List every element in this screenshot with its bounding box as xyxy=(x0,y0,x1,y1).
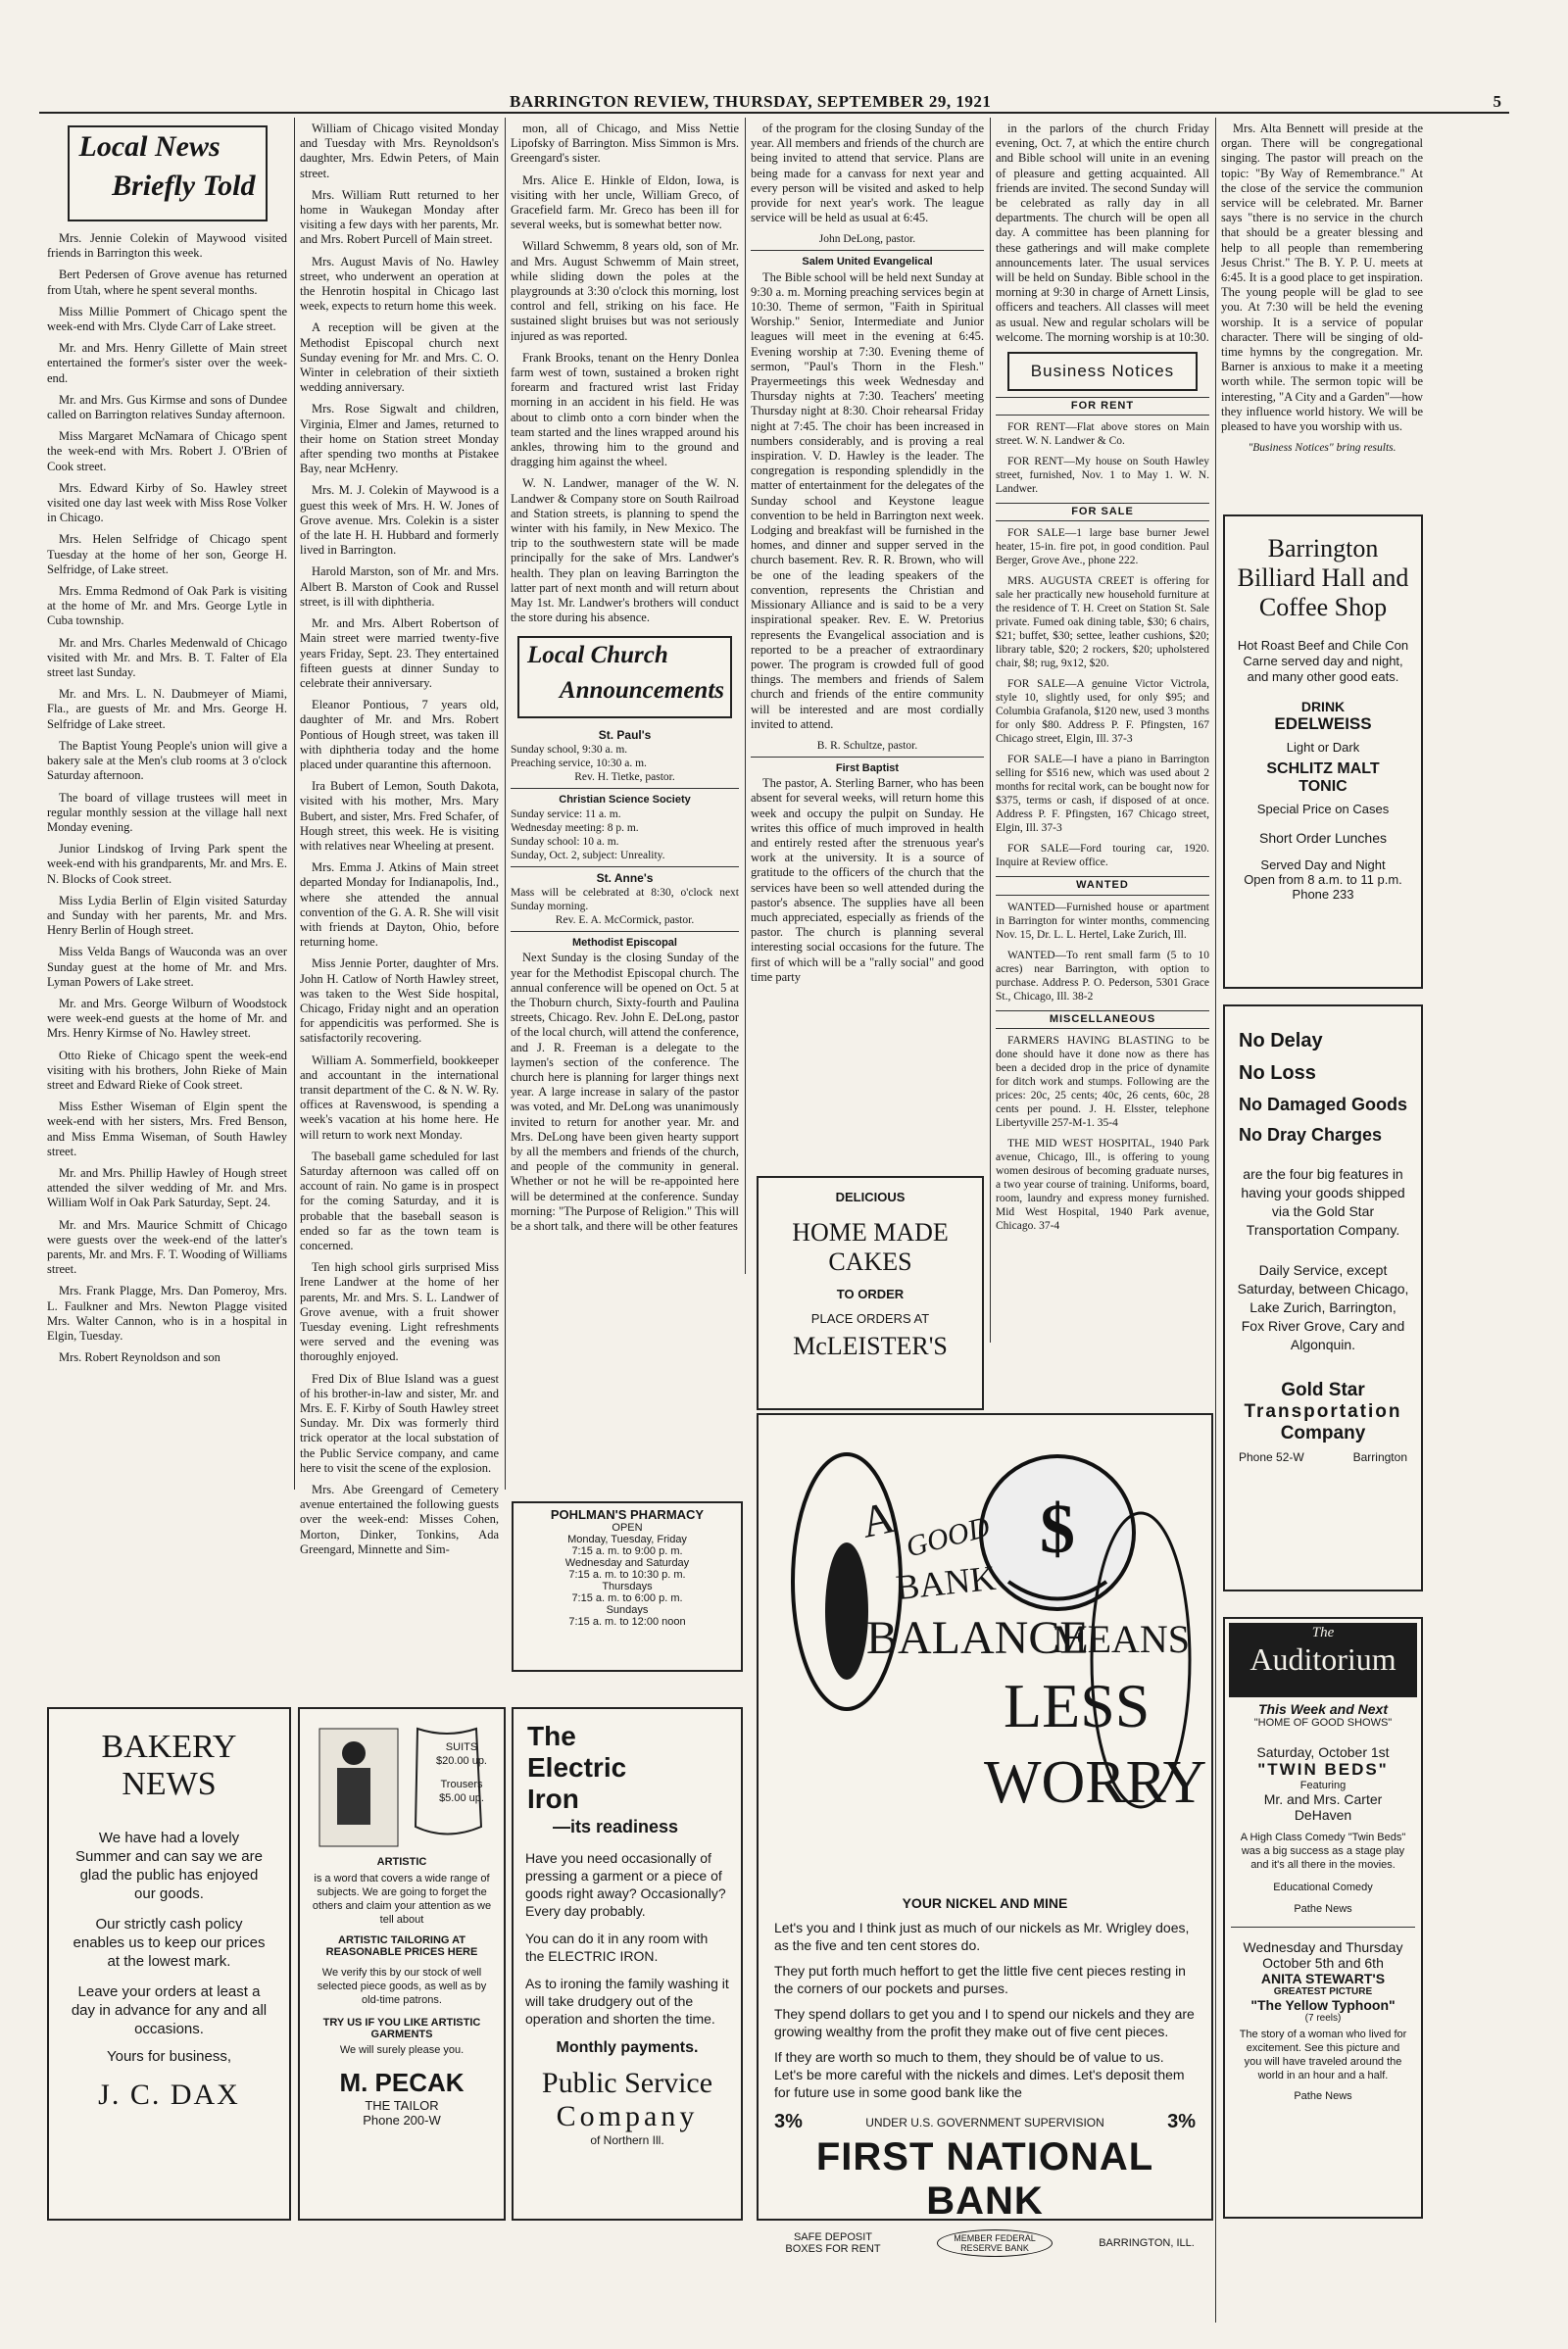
auditorium-pathe-1: Pathe News xyxy=(1294,1903,1352,1915)
pharmacy-time: 7:15 a. m. to 9:00 p. m. xyxy=(571,1545,683,1557)
classified-ad: FOR SALE—I have a piano in Barrington selling for $516 new, which was used about 2 months for recital work, can be bought now for $375, terms or cash, if disposed of at once. Address P. F. Pfingsten, 167 Chicago street, Elgin, Ill. 37-3 xyxy=(996,754,1209,835)
gold-star-no-loss: No Loss xyxy=(1239,1062,1316,1084)
local-news-list xyxy=(47,231,287,1365)
news-item: Frank Brooks, tenant on the Henry Donlea farm west of town, sustained a broken right forearm and fractured wrist last Friday morning in an accident in his field. He was about to climb onto a corn binder when the team started and the lines wrapped around his ankles, throwing him to the ground and dragging him against the wheel. xyxy=(511,350,739,469)
billiard-served: Served Day and Night xyxy=(1260,857,1386,872)
auditorium-story: The story of a woman who lived for excitement. See this picture and you will have traveled around the world in an hour and a half. xyxy=(1239,2029,1407,2081)
auditorium-pathe-2: Pathe News xyxy=(1294,2090,1352,2102)
pohlman-pharmacy-ad xyxy=(512,1501,743,1672)
bank-rate-right: 3% xyxy=(1167,2111,1196,2132)
salem-text: The Bible school will be held next Sunday at 9:30 a. m. Morning preaching services begin at 10:30. Theme of sermon, "Faith in Spiritual Worship." Senior, Intermediate and Junior leagues will meet in the evening at 6:45. Evening worship at 7:30. Evening theme of sermon, "Paul's Thorn in the Flesh." Prayermeetings this week Wednesday and Thursday nights at 7:30. Teachers' meeting Thursday night at 8:30. Choir rehearsal Friday night at 7:45. The choir has been increased in numbers considerably, and is proving a real inspiration. V. D. Hawley is the leader. The congregation is responding splendidly in the matter of entertainment for the delegates of the Sunday school and Keystone league convention to be held in Barrington next week. Lodging and breakfast will be furnished in the homes, and dinner and supper served in the church basement. Rev. R. R. Brown, who will be one of the leading speakers of the convention, represents the Christian and Missionary Alliance and is said to be a very inspirational speaker. Rev. E. W. Pretorius represents the Evangelical association and is reported to be a preacher of extraordinary power. The program is crowded full of good things. The members and friends of Salem church and friends of the entire community will be interested and are most cordially invited to attend. xyxy=(751,269,984,731)
divider xyxy=(751,757,984,758)
pharmacy-time: 7:15 a. m. to 12:00 noon xyxy=(568,1616,686,1628)
pharmacy-days: Wednesday and Saturday xyxy=(564,1557,690,1569)
billiard-name-2: Billiard Hall and xyxy=(1237,563,1409,592)
news-item: Mrs. Emma Redmond of Oak Park is visiting at the home of Mr. and Mrs. George Lytle in Cuba township. xyxy=(47,584,287,628)
news-item: Mr. and Mrs. Gus Kirmse and sons of Dundee called on Barrington relatives Sunday afternoon. xyxy=(47,392,287,422)
news-item: Mrs. August Mavis of No. Hawley street, who underwent an operation at the Henrotin hospital in Chicago last week, expects to return home this week. xyxy=(300,254,499,314)
page-number: 5 xyxy=(1493,92,1501,111)
news-item: Mrs. Abe Greengard of Cemetery avenue entertained the following guests over the week-end: Misses Cohen, Morton, Dinker, Tonkins, Ada Greengard, Minnette and Sim- xyxy=(300,1483,499,1556)
bank-headline-bank: BANK xyxy=(894,1557,998,1608)
auditorium-dates: October 5th and 6th xyxy=(1262,1955,1384,1971)
bank-body-2: They put forth much heffort to get the little five cent pieces resting in the corners of our pockets and purses. xyxy=(774,1963,1186,1996)
pharmacy-time: 7:15 a. m. to 6:00 p. m. xyxy=(571,1592,683,1604)
for-rent-heading: FOR RENT xyxy=(996,397,1209,416)
dollar-sign-icon: $ xyxy=(1040,1490,1075,1568)
billiard-tonic: TONIC xyxy=(1298,778,1348,795)
iron-electric: Electric xyxy=(527,1752,627,1783)
pharmacy-open: OPEN xyxy=(612,1522,643,1534)
news-item: Mr. and Mrs. Charles Medenwald of Chicago visited with Mr. and Mrs. B. T. Falter of Ela street last Sunday. xyxy=(47,635,287,680)
church-heading-box xyxy=(517,636,732,718)
pecak-tailor-ad xyxy=(298,1707,506,2221)
billiard-hall-ad xyxy=(1223,514,1423,989)
auditorium-anita: ANITA STEWART'S xyxy=(1260,1971,1386,1986)
bank-headline-a: A xyxy=(857,1492,900,1547)
news-item: Mrs. Rose Sigwalt and children, Virginia, Elmer and James, returned to their home on Station street Monday after spending two months at Pistakee Bay, near McHenry. xyxy=(300,402,499,476)
pharmacy-days: Sundays xyxy=(606,1604,649,1616)
st-pauls-line: Sunday school, 9:30 a. m. xyxy=(511,743,628,756)
classified-ad: THE MID WEST HOSPITAL, 1940 Park avenue, Chicago, Ill., is offering to young women desirous of becoming graduate nurses, a two year course of training. Uniforms, board, room, laundry and express money furnished. Mid West Hospital, 1940 Park avenue, Chicago. 37-4 xyxy=(996,1137,1209,1232)
news-item: Miss Jennie Porter, daughter of Mrs. John H. Catlow of North Hawley street, was taken to the West Side hospital, Chicago, Friday night and an operation for appendicitis was performed. She is satisfactorily recovering. xyxy=(300,956,499,1046)
first-national-bank-ad xyxy=(757,1413,1213,2255)
auditorium-stars: Mr. and Mrs. Carter DeHaven xyxy=(1263,1791,1383,1823)
pharmacy-days: Monday, Tuesday, Friday xyxy=(567,1534,687,1545)
cakes-place: PLACE ORDERS AT xyxy=(810,1311,930,1326)
gold-star-name-1: Gold Star xyxy=(1281,1380,1365,1400)
auditorium-typhoon: "The Yellow Typhoon" xyxy=(1250,1997,1396,2013)
st-pauls-heading: St. Paul's xyxy=(598,727,652,742)
column-rule xyxy=(745,118,746,1274)
classified-ad: FOR SALE—Ford touring car, 1920. Inquire at Review office. xyxy=(996,843,1209,869)
bank-footer xyxy=(774,2229,1196,2257)
news-item: Willard Schwemm, 8 years old, son of Mr. and Mrs. August Schwemm of Main street, while sliding down the poles at the playgrounds at 3:30 o'clock this morning, lost control and fell, striking on his face. He sustained slight bruises but was not seriously injured as was reported. xyxy=(511,239,739,343)
column-4-church xyxy=(751,122,984,1170)
iron-iron: Iron xyxy=(527,1784,579,1814)
column-rule xyxy=(1215,118,1216,2323)
billiard-short-order: Short Order Lunches xyxy=(1259,830,1387,846)
classified-ad: FOR RENT—Flat above stores on Main street. W. N. Landwer & Co. xyxy=(996,421,1209,448)
tailor-tailoring: ARTISTIC TAILORING AT REASONABLE PRICES HERE xyxy=(325,1934,478,1958)
news-item: Miss Margaret McNamara of Chicago spent the week-end with Mrs. Robert J. O'Brien of Cook street. xyxy=(47,429,287,473)
tailor-try: TRY US IF YOU LIKE ARTISTIC GARMENTS xyxy=(322,2017,481,2040)
news-item: Miss Lydia Berlin of Elgin visited Saturday and Sunday with her parents, Mr. and Mrs. Henry Berlin of Hough street. xyxy=(47,893,287,938)
billiard-edelweiss: EDELWEISS xyxy=(1274,714,1372,733)
methodist-continued: of the program for the closing Sunday of the year. All members and friends of the church are being invited to attend that service. Plans are being made for a canvass for next year and every person will be visited and asked to help provide for next year's work. The league service will be held as usual at 6:45. xyxy=(751,122,984,225)
gold-star-no-damaged: No Damaged Goods xyxy=(1239,1095,1408,1114)
gold-star-footer xyxy=(1225,1444,1421,1464)
money-bag-left-shadow xyxy=(825,1542,868,1680)
tailor-figure-body xyxy=(337,1768,370,1825)
tailor-suits: SUITS $20.00 up. xyxy=(436,1741,487,1767)
column-3-news xyxy=(511,122,739,1591)
column-2-news xyxy=(300,122,499,1556)
bank-body-4: If they are worth so much to them, they should be of value to us. Let's be more careful with the nickels and dimes. Let's deposit them for future use in some good bank like the xyxy=(774,2049,1185,2100)
local-news-subtitle: Briefly Told xyxy=(112,170,256,202)
news-item: Mr. and Mrs. Phillip Hawley of Hough street attended the silver wedding of Mr. and Mrs. William Wolf in Oak Park Saturday, Sept. 24. xyxy=(47,1165,287,1210)
iron-body: Have you need occasionally of pressing a garment or a piece of goods right away? Occasionally? Every day probably. xyxy=(525,1850,726,1919)
salem-heading: Salem United Evangelical xyxy=(802,256,933,269)
news-item: Otto Rieke of Chicago spent the week-end visiting with his brothers, John Rieke of Main street and Edward Rieke of Cook street. xyxy=(47,1048,287,1092)
gold-star-no-dray: No Dray Charges xyxy=(1239,1125,1383,1145)
classified-ad: WANTED—Furnished house or apartment in Barrington for winter months, commencing Nov. 15, Dr. L. L. Hertel, Lake Zurich, Ill. xyxy=(996,901,1209,941)
pharmacy-time: 7:15 a. m. to 10:30 p. m. xyxy=(568,1569,686,1581)
gold-star-phone: Phone 52-W xyxy=(1239,1450,1304,1464)
auditorium-twin-beds: "TWIN BEDS" xyxy=(1257,1760,1389,1779)
tailor-trousers: Trousers $5.00 up. xyxy=(439,1779,484,1804)
news-item: W. N. Landwer, manager of the W. N. Landwer & Company store on South Railroad and Station streets, is planning to spend the winter with his family, in New Mexico. The trip to the southwestern state will be made principally for the sake of Mrs. Landwer's health. They plan on leaving Barrington the latter part of next month and will return about May 1st. Mr. Landwer's brothers will conduct the store during his absence. xyxy=(511,476,739,625)
news-item: William of Chicago visited Monday and Tuesday with Mrs. Reynoldson's daughter, Mrs. Edwin Peters, of Main street. xyxy=(300,122,499,180)
st-annes-heading: St. Anne's xyxy=(596,870,654,885)
cakes-home-made: HOME MADE xyxy=(792,1218,949,1247)
gold-star-town: Barrington xyxy=(1352,1450,1407,1464)
column-rule xyxy=(294,118,295,1490)
bakery-body: We have had a lovely Summer and can say we are glad the public has enjoyed our goods. xyxy=(75,1830,263,1902)
news-item: Mr. and Mrs. Henry Gillette of Main street entertained the former's sister over the week-end. xyxy=(47,341,287,385)
for-sale-heading: FOR SALE xyxy=(996,503,1209,521)
business-notices-title: Business Notices xyxy=(1030,362,1175,381)
methodist-heading: Methodist Episcopal xyxy=(572,937,677,950)
classified-ad: FARMERS HAVING BLASTING to be done should have it done now as there has been a decided drop in the price of dynamite for ditch work and stumps. Following are the prices: 20c, 25 cents; 40c, 26 cents, 60c, 28 cents per pound. J. H. Elsster, telephone Libertyville 257-M-1. 35-4 xyxy=(996,1034,1209,1129)
st-annes-line: Mass will be celebrated at 8:30, o'clock next Sunday morning. xyxy=(511,887,739,913)
billiard-drink: DRINK xyxy=(1300,699,1346,714)
cakes-delicious: DELICIOUS xyxy=(835,1190,906,1204)
auditorium-reels: (7 reels) xyxy=(1304,2013,1342,2024)
iron-readiness: —its readiness xyxy=(553,1817,679,1836)
bakery-body-3: Leave your orders at least a day in advance for any and all occasions. xyxy=(71,1983,268,2037)
bank-caption: YOUR NICKEL AND MINE xyxy=(902,1895,1068,1911)
news-item: The baseball game scheduled for last Saturday afternoon was called off on account of rain. No game is in prospect for the coming Saturday, and it is probable that the baseball season is ended so far as the town team is concerned. xyxy=(300,1149,499,1253)
bakery-signature: J. C. DAX xyxy=(98,2079,240,2111)
news-item: Miss Millie Pommert of Chicago spent the week-end with Mrs. Clyde Carr of Lake street. xyxy=(47,304,287,334)
cakes-mcleister: McLEISTER'S xyxy=(793,1332,948,1360)
auditorium-the: The xyxy=(1311,1625,1335,1640)
news-item: Mrs. Edward Kirby of So. Hawley street visited one day last week with Miss Rose Volker in Chicago. xyxy=(47,480,287,525)
news-item: Mrs. Robert Reynoldson and son xyxy=(59,1350,220,1365)
billiard-open: Open from 8 a.m. to 11 p.m. xyxy=(1244,872,1402,887)
baptist-continued-2: Mrs. Alta Bennett will preside at the organ. There will be congregational singing. The pastor will preach on the topic: "By Way of Remembrance." At the close of the service the communion service will be celebrated. Mr. Barner says "there is no service in the church that should be a greater blessing and help to all people than remembering Jesus Christ." The B. Y. P. U. meets at 6:45. It is a good place to get inspiration. The young people will be glad to see you. At 7:30 will be held the evening worship. It is a service of popular character. There will be singing of old-time hymns by the congregation. Mr. Barner is anxious to make it a meeting worth while. The sermon topic will be interesting, "A City and a Garden"—how they influence world history. We will be pleased to have you worship with us. xyxy=(1221,122,1423,434)
cakes-to-order: TO ORDER xyxy=(836,1287,905,1301)
column-rule xyxy=(505,118,506,1490)
divider xyxy=(511,788,739,789)
gold-star-name-2: Transportation xyxy=(1244,1401,1402,1422)
news-item: Mr. and Mrs. Maurice Schmitt of Chicago were guests over the week-end of the latter's parents, Mr. and Mrs. F. T. Wooding of Williams street. xyxy=(47,1217,287,1277)
auditorium-desc: A High Class Comedy "Twin Beds" was a big success as a stage play and it's all there in the movies. xyxy=(1240,1832,1406,1871)
pharmacy-days: Thursdays xyxy=(602,1581,653,1592)
public-service-name-2: Company xyxy=(556,2100,699,2132)
billiard-schlitz: SCHLITZ MALT xyxy=(1266,760,1380,777)
news-item: Bert Pedersen of Grove avenue has returned from Utah, where he spent several months. xyxy=(47,268,287,297)
gold-star-service: Daily Service, except Saturday, between Chicago, Lake Zurich, Barrington, Fox River Grove, Cary and Algonquin. xyxy=(1237,1262,1409,1352)
federal-reserve-seal: MEMBER FEDERAL RESERVE BANK xyxy=(937,2229,1053,2257)
divider xyxy=(751,250,984,251)
news-item: Mrs. Jennie Colekin of Maywood visited friends in Barrington this week. xyxy=(47,231,287,261)
news-item: Mrs. Helen Selfridge of Chicago spent Tuesday at the home of her son, George H. Selfridge, of Lake street. xyxy=(47,532,287,576)
cs-line: Wednesday meeting: 8 p. m. xyxy=(511,821,639,834)
baptist-continued: in the parlors of the church Friday evening, Oct. 7, at which the entire church and Bible school will unite in an evening of pleasure and getting acquainted. All friends are invited. The second Sunday will be celebrated as rally day in all departments. The church will be open all day. A committee has been planning for these gatherings and will make complete announcements later. The usual services will be held on Sunday. Bible school in the morning at 9:30 in charge of Arnett Linsis, officers and teachers. All classes will meet as usual. New and regular scholars will be welcome. The morning worship is at 10:30. xyxy=(996,122,1209,344)
auditorium-educational: Educational Comedy xyxy=(1273,1882,1373,1893)
news-item: Eleanor Pontious, 7 years old, daughter of Mr. and Mrs. Robert Pontious of Hough street, was taken ill with diphtheria today and the home placed under quarantine this afternoon. xyxy=(300,698,499,771)
tailor-surely: We will surely please you. xyxy=(339,2044,465,2056)
local-news-heading-box xyxy=(68,125,268,221)
bank-headline-less: LESS xyxy=(1004,1671,1151,1740)
column-5 xyxy=(996,122,1209,1337)
bank-headline-good: GOOD xyxy=(903,1510,994,1564)
bank-headline-means: MEANS xyxy=(1053,1617,1191,1661)
divider xyxy=(1231,1927,1415,1928)
auditorium-home: "HOME OF GOOD SHOWS" xyxy=(1253,1717,1393,1729)
misc-heading: MISCELLANEOUS xyxy=(996,1010,1209,1029)
church-subtitle: Announcements xyxy=(559,676,724,704)
bakery-yours: Yours for business, xyxy=(106,2048,232,2065)
auditorium-featuring: Featuring xyxy=(1299,1780,1347,1791)
tailor-artistic: ARTISTIC xyxy=(376,1856,427,1868)
divider xyxy=(511,931,739,932)
christian-science-heading: Christian Science Society xyxy=(559,793,691,806)
classified-ad: FOR SALE—1 large base burner Jewel heater, 15-in. fire pot, in good condition. Paul Berger, Grove Ave., phone 222. xyxy=(996,527,1209,567)
news-item: Mr. and Mrs. Albert Robertson of Main street were married twenty-five years Friday, Sept. 23. They entertained fifteen guests at dinner Sunday to celebrate their anniversary. xyxy=(300,616,499,690)
classified-ad: MRS. AUGUSTA CREET is offering for sale her practically new household furniture at the residence of T. H. Creet on Station St. Sale private. Fumed oak dining table, $30; 6 chairs, $21; buffet, $30; settee, leather cushions, $20; library table, $20; 2 rockers, $20; upholstered chair, $8; rug, 9x12, $20. xyxy=(996,575,1209,670)
tailor-body: is a word that covers a wide range of subjects. We are going to forget the others and claim your attention as we tell about xyxy=(312,1873,492,1926)
iron-body-3: As to ironing the family washing it will take drudgery out of the operation and shorten the time. xyxy=(525,1976,729,2027)
tailor-name: M. PECAK xyxy=(339,2068,465,2097)
cs-line: Sunday school: 10 a. m. xyxy=(511,835,619,848)
bank-supervision: UNDER U.S. GOVERNMENT SUPERVISION xyxy=(865,2115,1104,2129)
classified-ad: FOR RENT—My house on South Hawley street, furnished, Nov. 1 to May 1. W. N. Landwer. xyxy=(996,456,1209,496)
bank-headline-balance: BALANCE xyxy=(866,1612,1089,1664)
billiard-special: Special Price on Cases xyxy=(1256,802,1390,816)
billiard-phone: Phone 233 xyxy=(1292,887,1354,902)
news-item: Ira Bubert of Lemon, South Dakota, visited with his mother, Mrs. Mary Bubert, and sister, Mrs. Fred Schafer, of Hough street, this week. He is visiting with relatives near Wheeling at present. xyxy=(300,779,499,853)
bank-rate-left: 3% xyxy=(774,2111,803,2132)
church-title: Local Church xyxy=(527,641,668,668)
news-item: Mrs. Emma J. Atkins of Main street departed Monday for Indianapolis, Ind., where she attended the annual convention of the G. A. R. She will visit with friends at Dayton, Ohio, before returning home. xyxy=(300,860,499,950)
billiard-light-dark: Light or Dark xyxy=(1286,740,1360,755)
news-item: Miss Velda Bangs of Wauconda was an over Sunday guest at the home of Mr. and Mrs. Lyman Powers of Lake street. xyxy=(47,945,287,989)
column-6-top xyxy=(1221,122,1423,514)
auditorium-name: Auditorium xyxy=(1250,1641,1396,1677)
bank-headline-worry: WORRY xyxy=(984,1749,1207,1816)
auditorium-greatest: GREATEST PICTURE xyxy=(1273,1986,1373,1997)
salem-pastor: B. R. Schultze, pastor. xyxy=(816,739,918,752)
tailor-subtitle: THE TAILOR xyxy=(365,2098,439,2113)
billiard-menu: Hot Roast Beef and Chile Con Carne served day and night, and many other good eats. xyxy=(1237,638,1409,684)
news-item: Mrs. Alice E. Hinkle of Eldon, Iowa, is visiting with her uncle, William Greco, of Gracefield farm. Mr. Greco has been ill for several weeks, but is somewhat better now. xyxy=(511,172,739,232)
iron-monthly: Monthly payments. xyxy=(556,2039,699,2056)
methodist-text: Next Sunday is the closing Sunday of the year for the Methodist Episcopal church. The annual conference will be opened on Oct. 5 at the Thoburn church, Sixty-fourth and Paulina streets, Chicago. Rev. John E. DeLong, pastor of the local church, will attend the conference, and J. R. Freeman is a delegate to the laymen's section of the conference. The church here is planning for larger things next year. A large increase in salary of the pastor was voted, and Mr. DeLong was unanimously invited to return for another year. Mr. and Mrs. DeLong have been given hearty support by all the members and friends of the church, and people of the community in general. Whether or not he will be re-appointed here will be determined at the conference. Sunday morning: "The Purpose of Religion." This will be a short talk, and there will be other features xyxy=(511,951,739,1233)
tailor-phone: Phone 200-W xyxy=(363,2113,441,2128)
news-item: Junior Lindskog of Irving Park spent the week-end with his grandparents, Mr. and Mrs. E. N. Blocks of Cook street. xyxy=(47,842,287,886)
gold-star-ad xyxy=(1223,1004,1423,1591)
cs-line: Sunday, Oct. 2, subject: Unreality. xyxy=(511,849,665,861)
baptist-text: The pastor, A. Sterling Barner, who has been absent for several weeks, will return home this week and occupy the pulpit on Sunday. He writes this office of much improved in health and entirely rested after the strenuous year's work at the university. It is a source of gratitude to the officers of the church that the services have been so well attended during the pastor's absence. The supplies have all been much appreciated, especially as friends of the pastor. The church is planning several interesting social occasions for the future. The first of which will be a "rally social" and good time party xyxy=(751,776,984,984)
iron-the: The xyxy=(527,1721,576,1751)
st-pauls-line: Preaching service, 10:30 a. m. xyxy=(511,757,647,769)
gold-star-body: are the four big features in having your goods shipped via the Gold Star Transportation Company. xyxy=(1241,1166,1405,1238)
news-item: Ten high school girls surprised Miss Irene Landwer at the home of her parents, Mr. and Mrs. S. L. Landwer of Grove avenue, with a fruit shower Tuesday evening. Light refreshments were served and the evening was thoroughly enjoyed. xyxy=(300,1260,499,1364)
news-item: Harold Marston, son of Mr. and Mrs. Albert B. Marston of Cook and Russel street, is ill with diphtheria. xyxy=(300,564,499,609)
news-item: A reception will be given at the Methodist Episcopal church next Sunday evening for Mr. and Mrs. C. O. Winter in celebration of their sixtieth wedding anniversary. xyxy=(300,320,499,395)
tailor-figure-head xyxy=(342,1741,366,1765)
electric-iron-ad xyxy=(512,1707,743,2221)
bank-rate-row xyxy=(774,2111,1196,2133)
news-item: The board of village trustees will meet in regular monthly session at the village hall next Monday evening. xyxy=(47,790,287,834)
cakes-cakes: CAKES xyxy=(828,1248,912,1276)
cs-line: Sunday service: 11 a. m. xyxy=(511,807,621,820)
tailor-verify: We verify this by our stock of well selected piece goods, as well as by old-time patrons. xyxy=(317,1967,487,2006)
local-news-title: Local News xyxy=(78,130,220,163)
billiard-name-3: Coffee Shop xyxy=(1258,593,1388,621)
public-service-name-1: Public Service xyxy=(541,2067,713,2099)
bakery-news-ad xyxy=(47,1707,291,2221)
bank-deposit-boxes: SAFE DEPOSIT BOXES FOR RENT xyxy=(785,2231,881,2255)
classified-ad: FOR SALE—A genuine Victor Victrola, style 10, slightly used, for only $95; and Columbia Grafanola, $120 new, used 3 months for only $80. Address P. F. Pfingsten, 167 Chicago street, Elgin, Ill. 37-3 xyxy=(996,678,1209,746)
auditorium-ad xyxy=(1223,1617,1423,2219)
auditorium-week: This Week and Next xyxy=(1257,1701,1388,1717)
business-notices-slogan: "Business Notices" bring results. xyxy=(1248,442,1396,455)
news-item: Mrs. William Rutt returned to her home in Waukegan Monday after visiting a few days with her parents, Mr. and Mrs. Robert Purcell of Main street. xyxy=(300,187,499,247)
page-title: BARRINGTON REVIEW, THURSDAY, SEPTEMBER 29, 1921 xyxy=(510,92,992,111)
bank-town: BARRINGTON, ILL. xyxy=(1099,2237,1195,2249)
baptist-heading: First Baptist xyxy=(835,761,900,774)
auditorium-wed: Wednesday and Thursday xyxy=(1243,1939,1403,1955)
news-item: The Baptist Young People's union will give a bakery sale at the Men's club rooms at 3 o'clock Saturday afternoon. xyxy=(47,738,287,783)
mcleister-cakes-ad xyxy=(757,1176,984,1410)
gold-star-no-delay: No Delay xyxy=(1239,1030,1323,1052)
st-pauls-pastor: Rev. H. Tietke, pastor. xyxy=(574,770,675,783)
bakery-body-2: Our strictly cash policy enables us to keep our prices at the lowest mark. xyxy=(73,1916,266,1970)
methodist-pastor: John DeLong, pastor. xyxy=(818,233,916,246)
news-item: Mr. and Mrs. L. N. Daubmeyer of Miami, Fla., are guests of Mr. and Mrs. George H. Selfridge of Lake street. xyxy=(47,687,287,731)
news-item: mon, all of Chicago, and Miss Nettie Lipofsky of Barrington. Miss Simmon is Mrs. Greengard's sister. xyxy=(511,122,739,166)
page-header xyxy=(39,90,1509,114)
tailor-prices xyxy=(429,1740,494,1805)
bakery-title: BAKERY xyxy=(101,1729,237,1765)
gold-star-name-3: Company xyxy=(1280,1423,1366,1444)
news-item: Mrs. Frank Plagge, Mrs. Dan Pomeroy, Mrs. L. Faulkner and Mrs. Newton Plagge visited Mrs. Walter Cannon, who is in a hospital in Elgin, Tuesday. xyxy=(47,1284,287,1343)
wanted-heading: WANTED xyxy=(996,876,1209,895)
bank-name: FIRST NATIONAL BANK xyxy=(815,2135,1154,2223)
st-annes-pastor: Rev. E. A. McCormick, pastor. xyxy=(555,914,695,927)
business-notices-box xyxy=(1007,352,1198,391)
auditorium-banner xyxy=(1229,1623,1417,1697)
column-rule xyxy=(990,118,991,1343)
bank-body: Let's you and I think just as much of our nickels as Mr. Wrigley does, as the five and ten cent stores do. xyxy=(774,1920,1190,1953)
public-service-region: of Northern Ill. xyxy=(590,2133,664,2147)
divider xyxy=(511,866,739,867)
classified-ad: WANTED—To rent small farm (5 to 10 acres) near Barrington, with option to purchase. Address P. O. Pederson, 5301 Grace St., Chicago, Ill. 38-2 xyxy=(996,949,1209,1003)
news-item: Mr. and Mrs. George Wilburn of Woodstock were week-end guests at the home of Mr. and Mrs. Henry Kirmse of No. Hawley street. xyxy=(47,996,287,1041)
news-item: Miss Esther Wiseman of Elgin spent the week-end with her sisters, Mrs. Fred Benson, and Miss Emma Wiseman, of South Hawley street. xyxy=(47,1100,287,1158)
column-local-news xyxy=(47,122,287,1513)
news-item: Mrs. M. J. Colekin of Maywood is a guest this week of Mrs. H. W. Jones of Grove avenue. Mrs. Colekin is a sister of the late H. H. Hubbard and formerly lived in Barrington. xyxy=(300,483,499,558)
billiard-name-1: Barrington xyxy=(1267,534,1379,563)
auditorium-sat: Saturday, October 1st xyxy=(1256,1744,1390,1760)
iron-body-2: You can do it in any room with the ELECTRIC IRON. xyxy=(525,1931,709,1964)
news-item: William A. Sommerfield, bookkeeper and accountant in the international transit department of the C. & N. W. Ry. offices at Ravenswood, is spending a week's vacation at his home here. He will return to work next Monday. xyxy=(300,1052,499,1142)
bank-body-3: They spend dollars to get you and I to spend our nickels and they are growing wealthy from the profit they make out of five cent pieces. xyxy=(774,2006,1195,2039)
news-item: Fred Dix of Blue Island was a guest of his brother-in-law and sister, Mr. and Mrs. E. F. Kirby of South Hawley street Sunday. Mr. Dix was formerly third trick operator at the local substation of the Public Service company, and came here to visit the scene of the explosion. xyxy=(300,1371,499,1475)
pharmacy-name: POHLMAN'S PHARMACY xyxy=(550,1507,705,1522)
bakery-subtitle: NEWS xyxy=(122,1766,217,1802)
